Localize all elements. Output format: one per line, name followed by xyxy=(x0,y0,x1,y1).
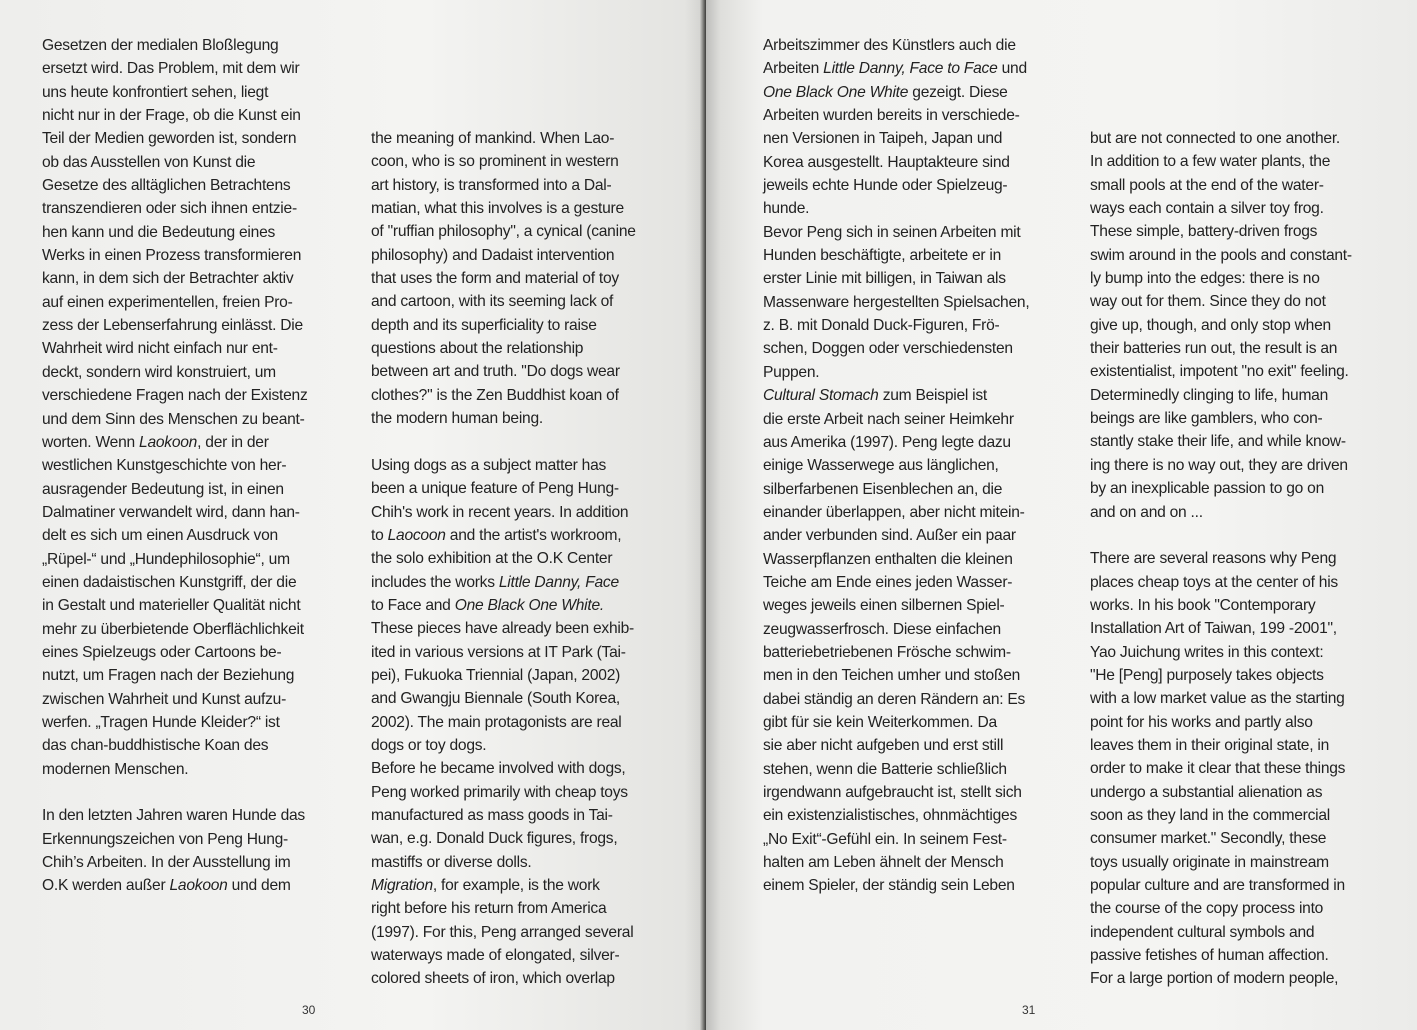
text-line: nicht nur in der Frage, ob die Kunst ein xyxy=(42,107,301,125)
text-line: These pieces have already been exhib- xyxy=(371,620,634,638)
column-right-german xyxy=(763,34,1029,898)
text-line: „No Exit“-Gefühl ein. In seinem Fest- xyxy=(763,830,1007,848)
text-line: philosophy) and Dadaist intervention xyxy=(371,246,615,264)
text-line: verschiedene Fragen nach der Existenz xyxy=(42,387,308,405)
text-line: eines Spielzeugs oder Cartoons be- xyxy=(42,643,282,661)
text-line: Peng worked primarily with cheap toys xyxy=(371,783,628,801)
text-line: ander verbunden sind. Außer ein paar xyxy=(763,527,1016,545)
text-line: popular culture and are transformed in xyxy=(1090,877,1345,894)
text-line: Gesetze des alltäglichen Betrachtens xyxy=(42,177,291,195)
text-line: Hunden beschäftigte, arbeitete er in xyxy=(763,247,1002,265)
text-line: One Black One White gezeigt. Diese xyxy=(763,83,1008,101)
text-line: to Face and One Black One White. xyxy=(371,596,604,614)
paragraph xyxy=(763,34,1029,898)
paragraph xyxy=(371,454,636,991)
text-line: clothes?" is the Zen Buddhist koan of xyxy=(371,386,619,404)
text-line: ly bump into the edges: there is no xyxy=(1090,270,1320,288)
text-line: small pools at the end of the water- xyxy=(1090,176,1324,194)
text-line: Yao Juichung writes in this context: xyxy=(1090,643,1324,661)
text-line: Erkennungszeichen von Peng Hung- xyxy=(42,830,288,848)
text-line: works. In his book "Contemporary xyxy=(1090,596,1316,614)
text-line: to Laocoon and the artist's workroom, xyxy=(371,526,622,544)
text-line: O.K werden außer Laokoon und dem xyxy=(42,877,291,895)
text-line: irgendwann aufgebraucht ist, stellt sich xyxy=(763,784,1022,801)
text-line: depth and its superficiality to raise xyxy=(371,316,597,334)
text-line: einem Spieler, der ständig sein Leben xyxy=(763,877,1015,895)
text-line: kann, in dem sich der Betrachter aktiv xyxy=(42,270,294,288)
text-line: zess der Lebenserfahrung einlässt. Die xyxy=(42,317,303,335)
text-line: 2002). The main protagonists are real xyxy=(371,713,622,731)
text-line: werfen. „Tragen Hunde Kleider?“ ist xyxy=(42,713,280,731)
text-line: men in den Teichen umher und stoßen xyxy=(763,667,1021,685)
text-line: Arbeiten wurden bereits in verschiede- xyxy=(763,107,1020,125)
text-line: Chih’s Arbeiten. In der Ausstellung im xyxy=(42,854,291,872)
page-number-right: 31 xyxy=(1022,1003,1036,1017)
text-line: zeugwasserfrosch. Diese einfachen xyxy=(763,620,1001,638)
text-line: wan, e.g. Donald Duck figures, frogs, xyxy=(371,830,618,848)
text-line: art history, is transformed into a Dal- xyxy=(371,176,612,194)
text-line: way out for them. Since they do not xyxy=(1090,293,1326,311)
text-line: mehr zu überbietende Oberflächlichkeit xyxy=(42,620,304,638)
page-number-left: 30 xyxy=(302,1003,316,1017)
text-line: give up, though, and only stop when xyxy=(1090,316,1331,334)
text-line: undergo a substantial alienation as xyxy=(1090,783,1323,801)
text-line: in Gestalt und materieller Qualität nicht xyxy=(42,597,301,615)
text-line: soon as they land in the commercial xyxy=(1090,806,1331,824)
text-line: matian, what this involves is a gesture xyxy=(371,200,624,218)
text-line: swim around in the pools and constant- xyxy=(1090,246,1352,264)
text-line: auf einen experimentellen, freien Pro- xyxy=(42,293,293,311)
text-line: Installation Art of Taiwan, 199 -2001", xyxy=(1090,620,1337,638)
paragraph xyxy=(1090,127,1352,524)
text-line: mastiffs or diverse dolls. xyxy=(371,853,532,871)
text-line: batteriebetriebenen Frösche schwim- xyxy=(763,643,1011,661)
text-line: z. B. mit Donald Duck-Figuren, Frö- xyxy=(763,317,1000,335)
text-line: halten am Leben ähnelt der Mensch xyxy=(763,854,1004,872)
text-line: ob das Ausstellen von Kunst die xyxy=(42,153,256,171)
text-line: of "ruffian philosophy", a cynical (canine xyxy=(371,223,636,241)
text-line: Chih's work in recent years. In addition xyxy=(371,503,629,521)
text-line: consumer market." Secondly, these xyxy=(1090,830,1327,848)
text-line: westlichen Kunstgeschichte von her- xyxy=(42,457,287,475)
text-line: order to make it clear that these things xyxy=(1090,760,1346,778)
text-line: Werks in einen Prozess transformieren xyxy=(42,247,302,265)
text-line: In addition to a few water plants, the xyxy=(1090,153,1331,171)
text-line: questions about the relationship xyxy=(371,340,584,358)
text-line: erster Linie mit billigen, in Taiwan als xyxy=(763,270,1006,288)
text-line: the course of the copy process into xyxy=(1090,900,1324,918)
text-line: the solo exhibition at the O.K Center xyxy=(371,550,613,568)
text-line: Arbeiten Little Danny, Face to Face und xyxy=(763,60,1027,78)
text-line: und dem Sinn des Menschen zu beant- xyxy=(42,410,305,428)
text-line: stantly stake their life, and while know- xyxy=(1090,433,1346,451)
text-line: been a unique feature of Peng Hung- xyxy=(371,480,619,498)
text-line: sie aber nicht aufgeben und erst still xyxy=(763,737,1004,755)
text-line: deckt, sondern wird konstruiert, um xyxy=(42,363,276,381)
text-line: Bevor Peng sich in seinen Arbeiten mit xyxy=(763,223,1021,241)
text-line: pei), Fukuoka Triennial (Japan, 2002) xyxy=(371,666,621,684)
text-line: Teiche am Ende eines jeden Wasser- xyxy=(763,573,1013,591)
text-line: (1997). For this, Peng arranged several xyxy=(371,923,634,941)
text-line: and on and on ... xyxy=(1090,503,1203,521)
text-line: nen Versionen in Taipeh, Japan und xyxy=(763,130,1003,148)
text-line: waterways made of elongated, silver- xyxy=(371,947,620,965)
text-line: dabei ständig an deren Rändern an: Es xyxy=(763,690,1026,708)
text-line: by an inexplicable passion to go on xyxy=(1090,480,1324,498)
text-line: transzendieren oder sich ihnen entzie- xyxy=(42,200,297,218)
page-left xyxy=(0,0,706,1030)
text-line: jeweils echte Hunde oder Spielzeug- xyxy=(763,177,1008,195)
text-line: places cheap toys at the center of his xyxy=(1090,573,1338,591)
column-left-english xyxy=(371,127,636,991)
text-line: Cultural Stomach zum Beispiel ist xyxy=(763,387,988,405)
text-line: In den letzten Jahren waren Hunde das xyxy=(42,807,305,825)
text-line: the meaning of mankind. When Lao- xyxy=(371,130,615,147)
text-line: schen, Doggen oder verschiedensten xyxy=(763,340,1013,358)
page-right xyxy=(706,0,1417,1030)
text-line: gibt für sie kein Weiterkommen. Da xyxy=(763,713,997,731)
text-line: nutzt, um Fragen nach der Beziehung xyxy=(42,667,295,685)
paragraph-gap xyxy=(42,781,308,804)
text-line: There are several reasons why Peng xyxy=(1090,550,1337,568)
text-line: aus Amerika (1997). Peng legte dazu xyxy=(763,433,1011,451)
text-line: hen kann und die Bedeutung eines xyxy=(42,223,276,241)
text-line: independent cultural symbols and xyxy=(1090,923,1315,941)
text-line: These simple, battery-driven frogs xyxy=(1090,223,1318,241)
text-line: but are not connected to one another. xyxy=(1090,130,1340,147)
text-line: Dalmatiner verwandelt wird, dann han- xyxy=(42,503,300,521)
text-line: and Gwangju Biennale (South Korea, xyxy=(371,690,620,708)
column-right-english xyxy=(1090,127,1352,991)
text-line: uns heute konfrontiert sehen, liegt xyxy=(42,83,269,101)
text-line: Wahrheit wird nicht einfach nur ent- xyxy=(42,340,278,358)
paragraph-gap xyxy=(371,430,636,453)
text-line: einen dadaistischen Kunstgriff, der die xyxy=(42,573,297,591)
text-line: silberfarbenen Eisenblechen an, die xyxy=(763,480,1003,498)
text-line: For a large portion of modern people, xyxy=(1090,970,1339,988)
text-line: the modern human being. xyxy=(371,410,543,428)
text-line: ein existenzialistisches, ohnmächtiges xyxy=(763,807,1017,825)
text-line: their batteries run out, the result is an xyxy=(1090,340,1338,358)
text-line: ways each contain a silver toy frog. xyxy=(1090,200,1324,218)
text-line: passive fetishes of human affection. xyxy=(1090,947,1329,965)
text-line: Wasserpflanzen enthalten die kleinen xyxy=(763,550,1013,568)
text-line: zwischen Wahrheit und Kunst aufzu- xyxy=(42,690,287,708)
text-line: Massenware hergestellten Spielsachen, xyxy=(763,293,1030,311)
text-line: ausragender Bedeutung ist, in einen xyxy=(42,480,284,498)
text-line: einige Wasserwege aus länglichen, xyxy=(763,457,999,475)
column-left-german xyxy=(42,34,308,898)
text-line: das chan-buddhistische Koan des xyxy=(42,737,269,755)
text-line: that uses the form and material of toy xyxy=(371,270,619,288)
text-line: die erste Arbeit nach seiner Heimkehr xyxy=(763,410,1014,428)
paragraph xyxy=(371,127,636,430)
paragraph xyxy=(42,804,308,897)
text-line: ing there is no way out, they are driven xyxy=(1090,456,1348,474)
text-line: ited in various versions at IT Park (Tai- xyxy=(371,643,626,661)
paragraph-gap xyxy=(1090,524,1352,547)
text-line: „Rüpel-“ und „Hundephilosophie“, um xyxy=(42,550,290,568)
paragraph xyxy=(42,34,308,781)
text-line: toys usually originate in mainstream xyxy=(1090,853,1329,871)
text-line: einander überlappen, aber nicht mitein- xyxy=(763,503,1025,521)
text-line: right before his return from America xyxy=(371,900,607,918)
text-line: leaves them in their original state, in xyxy=(1090,736,1330,754)
text-line: Determinedly clinging to life, human xyxy=(1090,386,1329,404)
text-line: beings are like gamblers, who con- xyxy=(1090,410,1323,428)
text-line: coon, who is so prominent in western xyxy=(371,153,619,171)
text-line: Migration, for example, is the work xyxy=(371,877,600,894)
text-line: dogs or toy dogs. xyxy=(371,736,487,754)
text-line: Gesetzen der medialen Bloßlegung xyxy=(42,37,279,54)
text-line: Teil der Medien geworden ist, sondern xyxy=(42,130,297,148)
text-line: modernen Menschen. xyxy=(42,760,189,778)
text-line: existentialist, impotent "no exit" feeling. xyxy=(1090,363,1349,381)
text-line: point for his works and partly also xyxy=(1090,713,1313,731)
text-line: Using dogs as a subject matter has xyxy=(371,456,607,474)
text-line: manufactured as mass goods in Tai- xyxy=(371,806,613,824)
text-line: and cartoon, with its seeming lack of xyxy=(371,293,614,311)
text-line: ersetzt wird. Das Problem, mit dem wir xyxy=(42,60,300,78)
text-line: hunde. xyxy=(763,200,810,218)
text-line: stehen, wenn die Batterie schließlich xyxy=(763,760,1007,778)
paragraph xyxy=(1090,547,1352,991)
text-line: delt es sich um einen Ausdruck von xyxy=(42,527,278,545)
text-line: between art and truth. "Do dogs wear xyxy=(371,363,620,381)
text-line: worten. Wenn Laokoon, der in der xyxy=(42,433,269,451)
text-line: "He [Peng] purposely takes objects xyxy=(1090,666,1324,684)
text-line: Korea ausgestellt. Hauptakteure sind xyxy=(763,153,1010,171)
text-line: Puppen. xyxy=(763,363,820,381)
text-line: colored sheets of iron, which overlap xyxy=(371,970,615,988)
text-line: weges jeweils einen silbernen Spiel- xyxy=(763,597,1005,615)
text-line: with a low market value as the starting xyxy=(1090,690,1345,708)
text-line: includes the works Little Danny, Face xyxy=(371,573,619,591)
text-line: Arbeitszimmer des Künstlers auch die xyxy=(763,37,1016,54)
text-line: Before he became involved with dogs, xyxy=(371,760,626,778)
